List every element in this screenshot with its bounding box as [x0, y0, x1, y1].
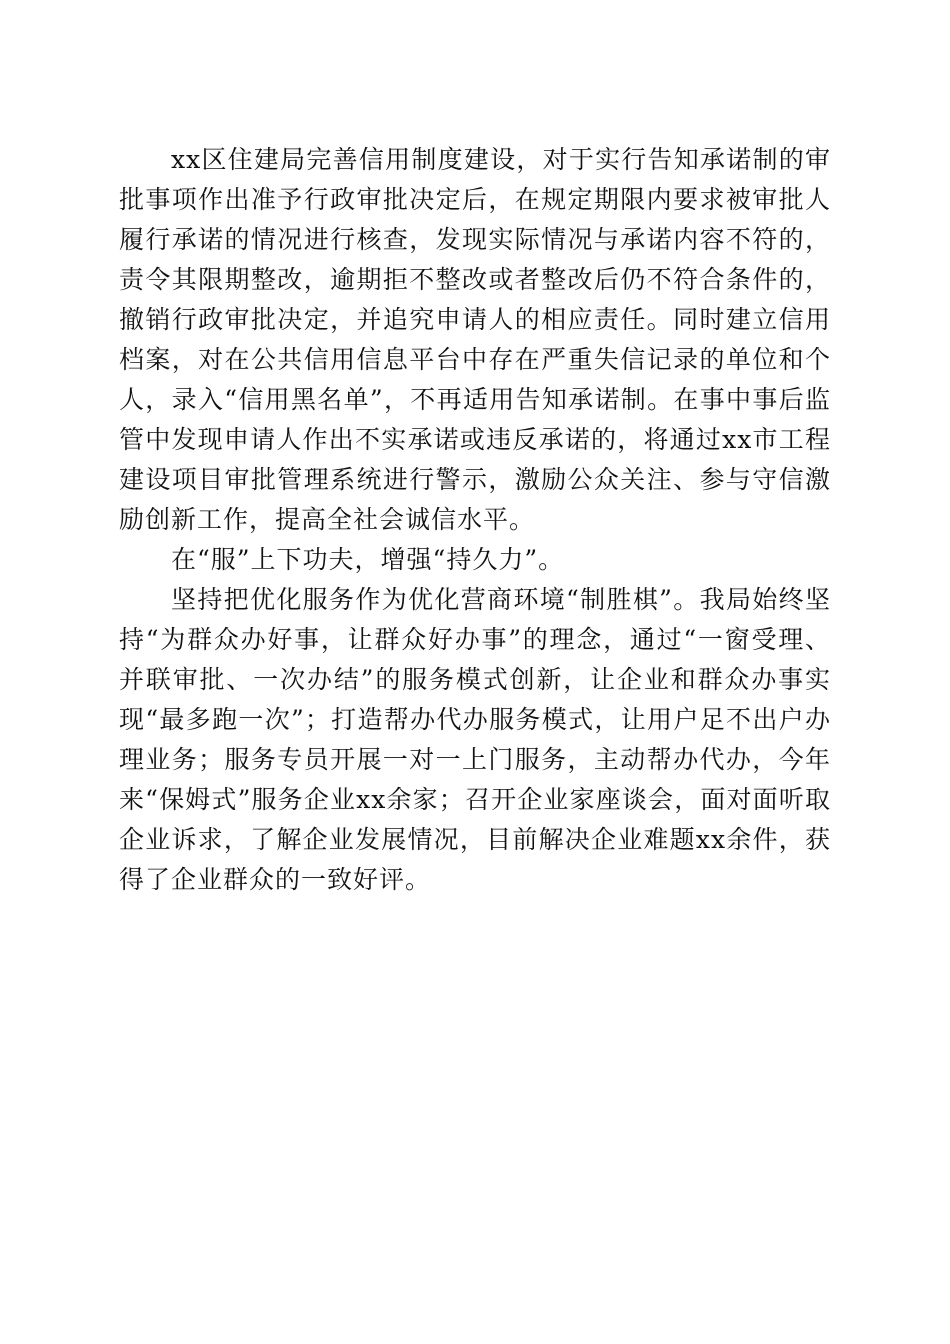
paragraph-credit-system: xx区住建局完善信用制度建设，对于实行告知承诺制的审批事项作出准予行政审批决定后，在规定期限内要求被审批人履行承诺的情况进行核查，发现实际情况与承诺内容不符的，责令其限期整改，逾期拒不整改或者整改后仍不符合条件的，撤销行政审批决定，并追究申请人的相应责任。同时建立信用档案，对在公共信用信息平台中存在严重失信记录的单位和个人，录入“信用黑名单”，不再适用告知承诺制。在事中事后监管中发现申请人作出不实承诺或违反承诺的，将通过xx市工程建设项目审批管理系统进行警示，激励公众关注、参与守信激励创新工作，提高全社会诚信水平。	[119, 145, 831, 534]
paragraph-service-heading: 在“服”上下功夫，增强“持久力”。	[171, 545, 565, 574]
document-body	[119, 140, 831, 900]
paragraph-optimized-service: 坚持把优化服务作为优化营商环境“制胜棋”。我局始终坚持“为群众办好事，让群众好办事”的理念，通过“一窗受理、并联审批、一次办结”的服务模式创新，让企业和群众办事实现“最多跑一次”；打造帮办代办服务模式，让用户足不出户办理业务；服务专员开展一对一上门服务，主动帮办代办，今年来“保姆式”服务企业xx余家；召开企业家座谈会，面对面听取企业诉求，了解企业发展情况，目前解决企业难题xx余件，获得了企业群众的一致好评。	[119, 585, 831, 894]
